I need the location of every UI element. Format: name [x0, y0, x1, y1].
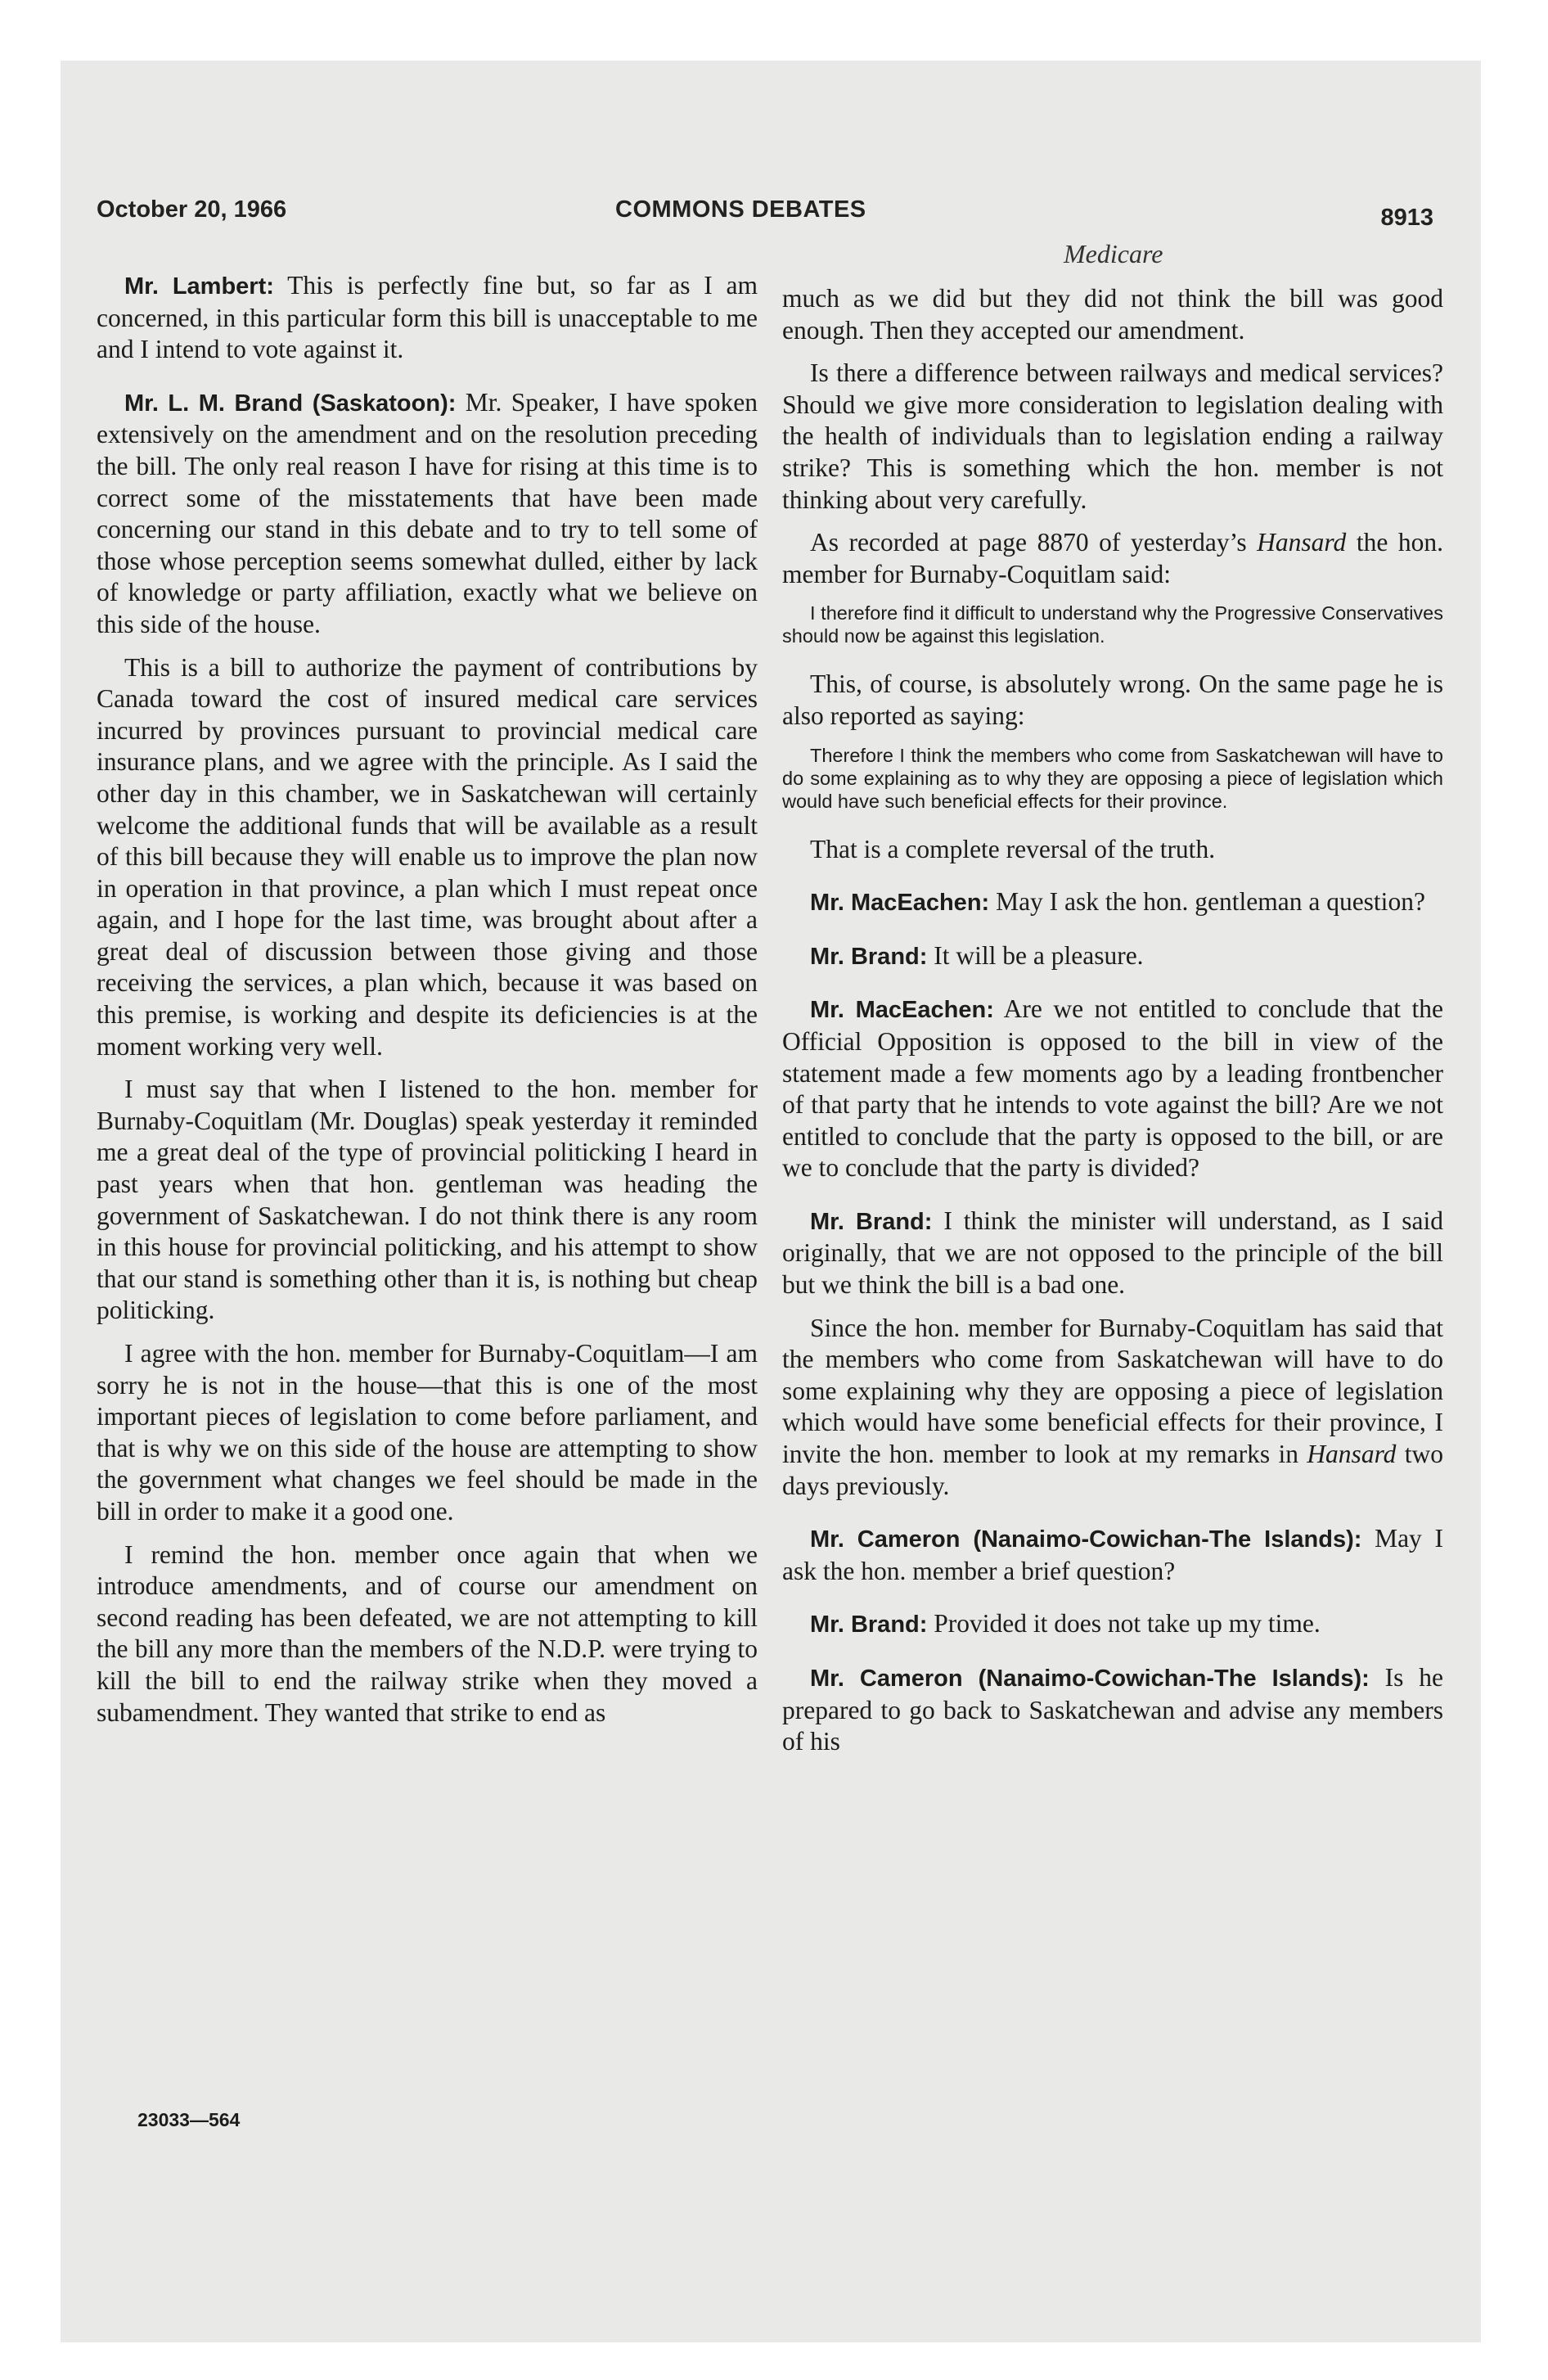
block-quote: I therefore find it difficult to understand why the Progressive Conservatives should now be against this legislation. — [782, 602, 1443, 647]
speech-text: This is perfectly fine but, so far as I am concerned, in this particular form this bill is unacceptable to me and I intend to vote against it. — [97, 271, 758, 364]
paragraph: I remind the hon. member once again that when we introduce amendments, and of course our amendment on second reading has been defeated, we are not attempting to kill the bill any more than the members of the N.D.P. were trying to kill the bill to end the railway strike when they moved a subamendment. They wanted that strike to end as — [97, 1539, 758, 1727]
left-column — [97, 270, 758, 1740]
page-header — [97, 192, 1433, 241]
speaker-name: Mr. Brand: — [810, 1208, 933, 1235]
block-quote: Therefore I think the members who come from Saskatchewan will have to do some explaining as to why they are opposing a piece of legislation which would have such beneficial effects for their province. — [782, 744, 1443, 812]
subject-heading: Medicare — [1064, 239, 1163, 268]
header-title: COMMONS DEBATES — [615, 196, 866, 223]
speech-text: It will be a pleasure. — [927, 940, 1144, 970]
text-run: Since the hon. member for Burnaby-Coquitlam has said that the members who come from Saskatchewan will have to do some explaining why they are opposing a piece of legislation which would have some beneficial effects for their province, I invite the hon. member to look at my remarks in — [782, 1313, 1443, 1469]
paragraph — [97, 270, 758, 366]
paragraph — [782, 940, 1443, 973]
speech-text: May I ask the hon. gentleman a question? — [989, 887, 1425, 917]
paragraph — [782, 886, 1443, 919]
speaker-name: Mr. Brand: — [810, 1611, 928, 1639]
paragraph — [97, 387, 758, 641]
paragraph — [782, 527, 1443, 590]
speaker-name: Mr. MacEachen: — [810, 890, 990, 917]
paragraph — [782, 1313, 1443, 1503]
paragraph — [782, 1608, 1443, 1641]
speech-text: Mr. Speaker, I have spoken extensively on the amendment and on the resolution preceding the bill. The only real reason I have for rising at this time is to correct some of the misstatements that have been made concerning our stand in this debate and to try to tell some of those whose perception seems somewhat dulled, either by lack of knowledge or party affiliation, exactly what we believe on this side of the house. — [97, 387, 758, 638]
paragraph — [782, 1523, 1443, 1587]
speaker-name: Mr. Brand: — [810, 943, 928, 970]
speaker-name: Mr. Cameron (Nanaimo-Cowichan-The Islands): — [810, 1666, 1370, 1692]
paragraph: I must say that when I listened to the hon. member for Burnaby-Coquitlam (Mr. Douglas) speak yesterday it reminded me a great deal of the type of provincial politicking I heard in past years when that hon. gentleman was heading the government of Saskatchewan. I do not think there is any room in this house for provincial politicking, and his attempt to show that our stand is something other than it is, is nothing but cheap politicking. — [97, 1075, 758, 1325]
text-run: As recorded at page 8870 of yesterday’s — [810, 528, 1258, 557]
paragraph: That is a complete reversal of the truth. — [810, 834, 1216, 863]
speaker-name: Mr. Lambert: — [124, 273, 274, 300]
text-run: two days previously. — [782, 1440, 1444, 1500]
header-page-number: 8913 — [1380, 205, 1433, 231]
text-run: the hon. member for Burnaby-Coquitlam said: — [782, 528, 1443, 588]
speaker-name: Mr. L. M. Brand (Saskatoon): — [124, 390, 457, 417]
speaker-name: Mr. Cameron (Nanaimo-Cowichan-The Islands): — [810, 1526, 1362, 1553]
paragraph: I agree with the hon. member for Burnaby-Coquitlam—I am sorry he is not in the house—that this is one of the most important pieces of legislation to come before parliament, and that is why we on this side of the house are attempting to show the government what changes we feel should be made in the bill in order to make it a good one. — [97, 1339, 758, 1526]
right-column — [782, 283, 1443, 1769]
paragraph: This is a bill to authorize the payment of contributions by Canada toward the cost of insured medical care services incurred by provinces pursuant to provincial medical care insurance plans, and we agree with the principle. As I said the other day in this chamber, we in Saskatchewan will certainly welcome the additional funds that will be available as a result of this bill because they will enable us to improve the plan now in operation in that province, a plan which I must repeat once again, and I hope for the last time, was brought about after a great deal of discussion between those giving and those receiving the services, a plan which, because it was based on this premise, is working and despite its deficiencies is at the moment working very well. — [97, 652, 758, 1061]
speech-text: Is he prepared to go back to Saskatchewan and advise any members of his — [782, 1663, 1443, 1756]
speech-text: May I ask the hon. member a brief question? — [782, 1524, 1443, 1585]
header-date: October 20, 1966 — [97, 196, 287, 223]
hansard-reference: Hansard — [1307, 1440, 1397, 1469]
paragraph: Is there a difference between railways and medical services? Should we give more consideration to legislation dealing with the health of individuals than to legislation ending a railway strike? This is something which the hon. member is not thinking about very carefully. — [782, 358, 1443, 514]
speech-text: Are we not entitled to conclude that the Official Opposition is opposed to the bill in view of the statement made a few moments ago by a leading frontbencher of that party that he intends to vote against the bill? Are we not entitled to conclude that the party is opposed to the bill, or are we to conclude that the party is divided? — [782, 994, 1443, 1183]
paragraph — [782, 1662, 1443, 1758]
paragraph: This, of course, is absolutely wrong. On the same page he is also reported as saying: — [782, 669, 1443, 730]
speech-text: Provided it does not take up my time. — [927, 1609, 1321, 1639]
speech-text: I think the minister will understand, as I said originally, that we are not opposed to the principle of the bill but we think the bill is a bad one. — [782, 1206, 1443, 1300]
footer-code: 23033—564 — [137, 2109, 241, 2130]
hansard-reference: Hansard — [1257, 528, 1347, 557]
speaker-name: Mr. MacEachen: — [810, 997, 994, 1024]
paragraph — [782, 994, 1443, 1184]
paragraph — [782, 1206, 1443, 1301]
paragraph: much as we did but they did not think the bill was good enough. Then they accepted our amendment. — [782, 284, 1443, 345]
